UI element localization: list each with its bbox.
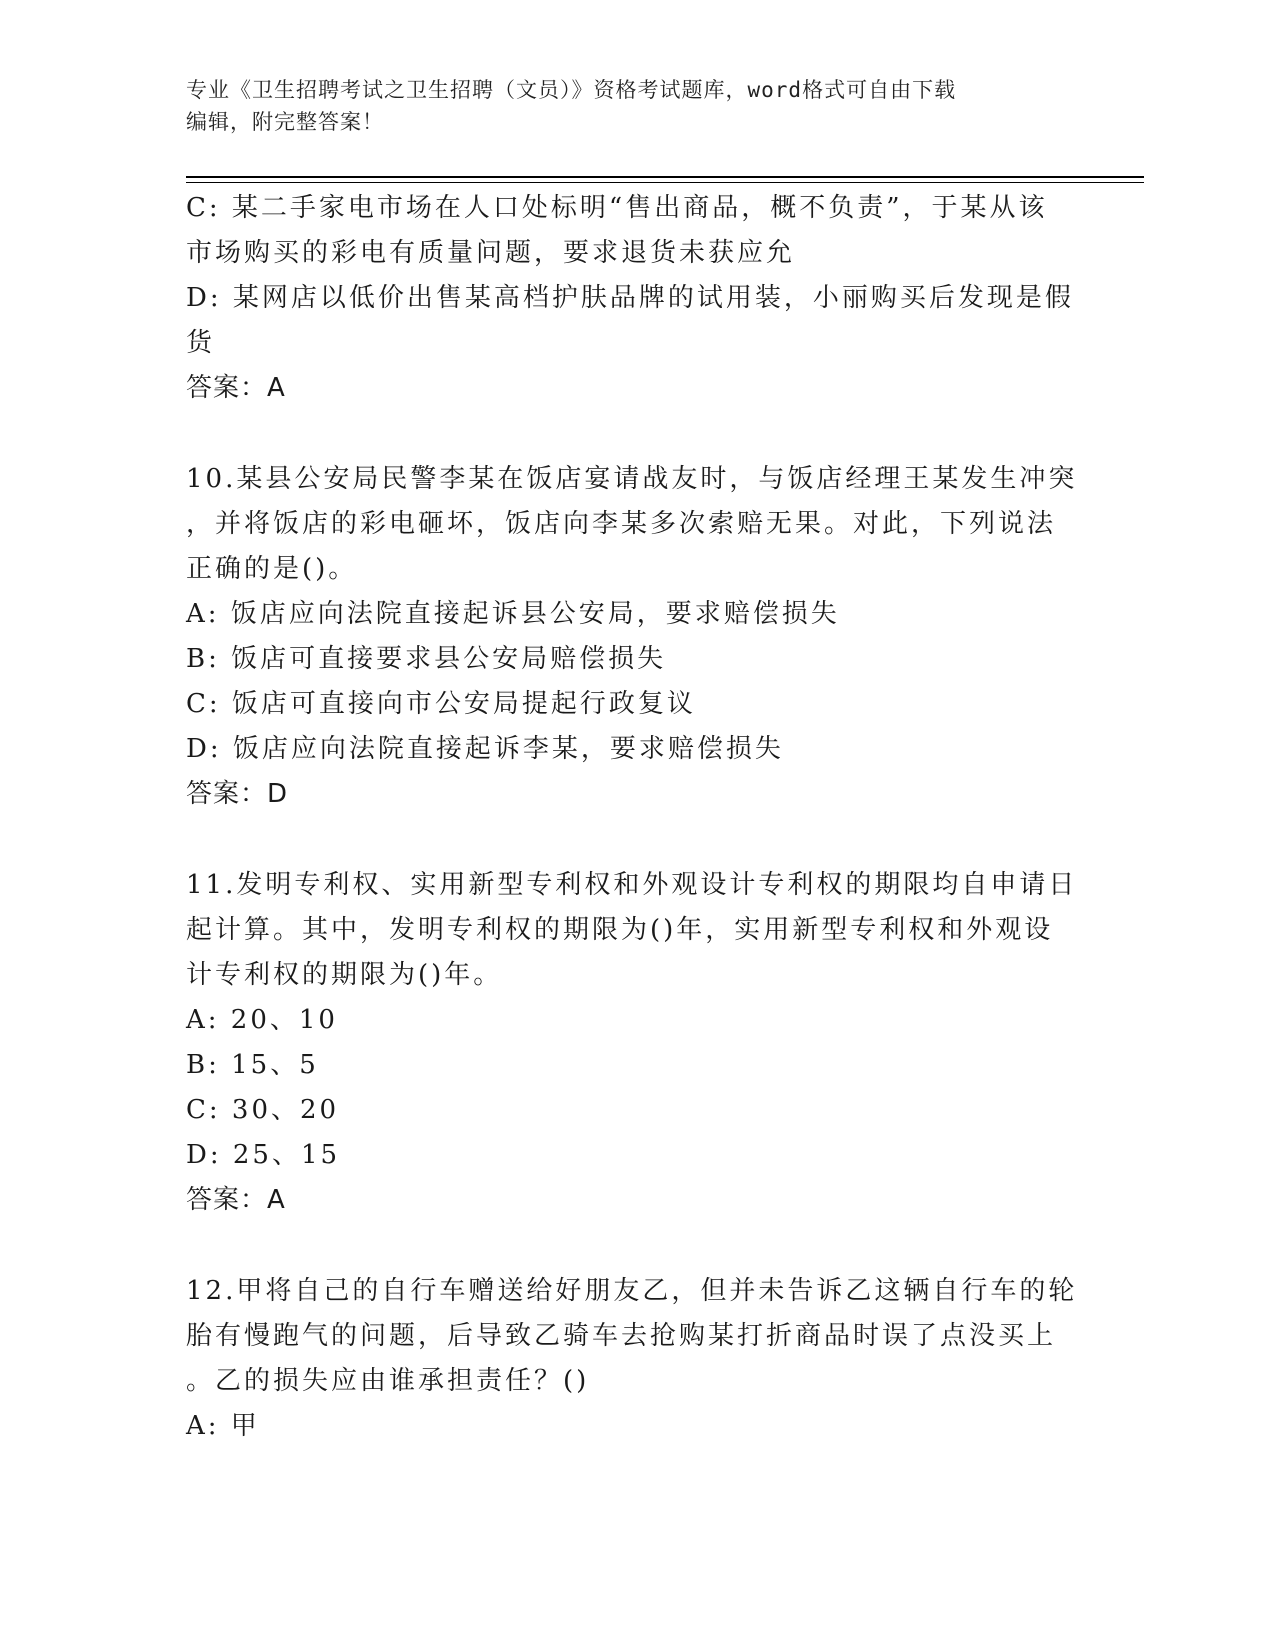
question-11-option-c: C: 30、20 xyxy=(186,1095,340,1125)
question-10-stem-3: 正确的是()。 xyxy=(186,554,358,584)
question-11-stem-1: 11.发明专利权、实用新型专利权和外观设计专利权的期限均自申请日 xyxy=(186,870,1078,900)
question-10-option-b: B: 饭店可直接要求县公安局赔偿损失 xyxy=(186,644,667,674)
question-12-stem-3: 。乙的损失应由谁承担责任？() xyxy=(186,1366,590,1396)
question-11-stem-3: 计专利权的期限为()年。 xyxy=(186,960,503,990)
header-rule-thick xyxy=(186,176,1144,178)
question-11-option-b: B: 15、5 xyxy=(186,1050,319,1080)
question-10 xyxy=(186,457,1078,817)
option-d-line-2: 货 xyxy=(186,328,216,358)
question-10-option-d: D: 饭店应向法院直接起诉李某，要求赔偿损失 xyxy=(186,734,784,764)
question-12-option-a: A: 甲 xyxy=(186,1411,260,1441)
option-c-line-1: C: 某二手家电市场在人口处标明“售出商品，概不负责”，于某从该 xyxy=(186,193,1048,223)
question-9-continued xyxy=(186,186,1074,411)
question-10-option-c: C: 饭店可直接向市公安局提起行政复议 xyxy=(186,689,696,719)
header-line-1: 专业《卫生招聘考试之卫生招聘（文员）》资格考试题库，word格式可自由下载 xyxy=(186,78,957,102)
header-rule-thin xyxy=(186,182,1144,183)
question-11-option-d: D: 25、15 xyxy=(186,1140,341,1170)
question-content xyxy=(186,186,1078,1449)
header-line-2: 编辑，附完整答案！ xyxy=(186,110,384,134)
question-12-stem-2: 胎有慢跑气的问题，后导致乙骑车去抢购某打折商品时误了点没买上 xyxy=(186,1321,1057,1351)
answer-9: 答案：A xyxy=(186,373,286,403)
answer-10: 答案：D xyxy=(186,779,289,809)
answer-11: 答案：A xyxy=(186,1185,286,1215)
question-10-option-a: A: 饭店应向法院直接起诉县公安局，要求赔偿损失 xyxy=(186,599,840,629)
option-c-line-2: 市场购买的彩电有质量问题，要求退货未获应允 xyxy=(186,238,796,268)
question-10-stem-2: ，并将饭店的彩电砸坏，饭店向李某多次索赔无果。对此，下列说法 xyxy=(186,509,1057,539)
question-12-stem-1: 12.甲将自己的自行车赠送给好朋友乙，但并未告诉乙这辆自行车的轮 xyxy=(186,1276,1078,1306)
question-11-option-a: A: 20、10 xyxy=(186,1005,338,1035)
question-12 xyxy=(186,1269,1078,1449)
question-10-stem-1: 10.某县公安局民警李某在饭店宴请战友时，与饭店经理王某发生冲突 xyxy=(186,464,1078,494)
question-11 xyxy=(186,863,1078,1223)
option-d-line-1: D: 某网店以低价出售某高档护肤品牌的试用装，小丽购买后发现是假 xyxy=(186,283,1074,313)
page-header xyxy=(186,74,1066,138)
question-11-stem-2: 起计算。其中，发明专利权的期限为()年，实用新型专利权和外观设 xyxy=(186,915,1054,945)
